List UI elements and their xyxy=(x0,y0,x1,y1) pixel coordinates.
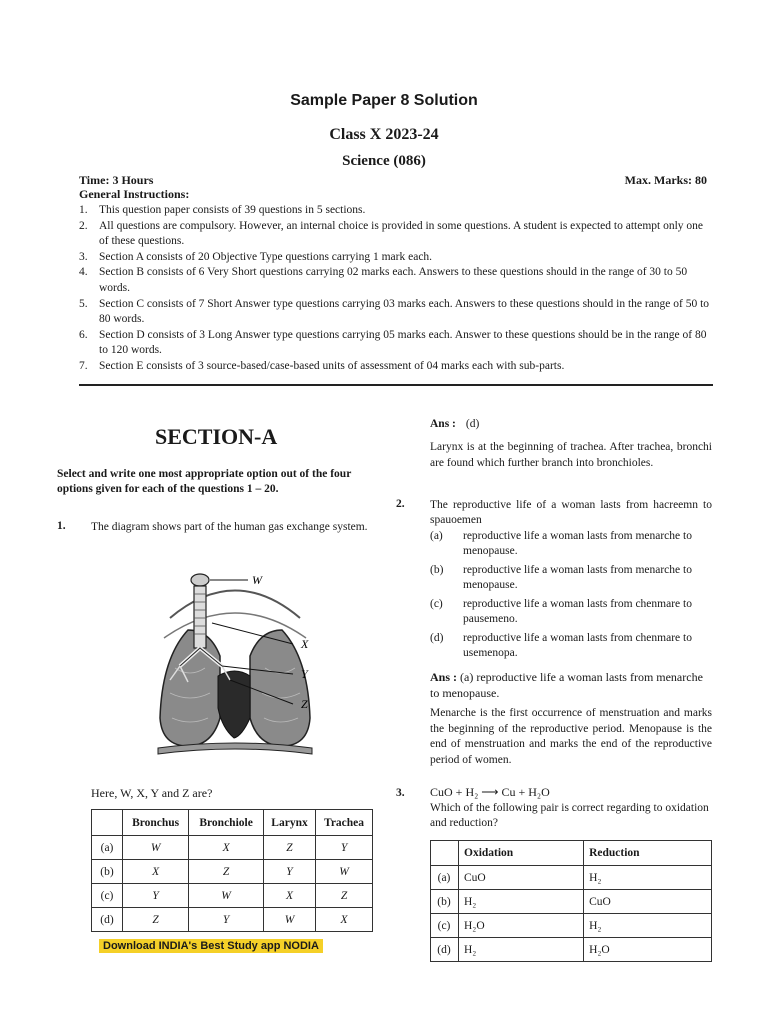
answer-2-explanation: Menarche is the first occurrence of menstruation and marks the beginning of the reproductive period. Menopause is the end of menstruation and marks the end of the reproductive period of women. xyxy=(430,707,712,766)
paper-title: Sample Paper 8 Solution xyxy=(290,92,478,109)
option-label: (a) xyxy=(431,866,459,890)
table-cell: Y xyxy=(316,836,373,860)
question-2-option-a xyxy=(430,529,712,559)
table-cell: X xyxy=(316,908,373,932)
instruction-number: 5. xyxy=(79,297,88,310)
table-cell: W xyxy=(123,836,189,860)
instruction-text: Section A consists of 20 Objective Type questions carrying 1 mark each. xyxy=(99,250,433,263)
table-cell: Y xyxy=(189,908,264,932)
table-row xyxy=(92,836,373,860)
instruction-number: 3. xyxy=(79,250,88,263)
table-header-cell: Trachea xyxy=(316,810,373,836)
label-x: X xyxy=(301,637,309,651)
table-cell: CuO xyxy=(459,866,584,890)
option-label: (a) xyxy=(92,836,123,860)
table-header-cell xyxy=(92,810,123,836)
instruction-item xyxy=(79,219,713,250)
option-label: (d) xyxy=(92,908,123,932)
table-cell: W xyxy=(316,860,373,884)
option-label: (c) xyxy=(430,598,443,610)
instruction-text: Section C consists of 7 Short Answer type questions carrying 03 marks each. Answers to these questions should in the range of 50 to 80 words. xyxy=(99,297,710,326)
left-lung xyxy=(160,630,220,746)
instruction-number: 1. xyxy=(79,204,88,216)
answer-value: (d) xyxy=(465,418,480,430)
table-header-cell: Larynx xyxy=(263,810,315,836)
question-3-equation: CuO + H₂ ⟶ Cu + H₂O xyxy=(430,785,550,799)
table-header-cell: Reduction xyxy=(584,841,712,866)
instruction-text: Section E consists of 3 source-based/case-based units of assessment of 04 marks each with sub-parts. xyxy=(99,359,565,372)
instruction-number: 7. xyxy=(79,359,88,372)
table-cell: H₂ xyxy=(459,890,584,914)
general-instructions-heading: General Instructions: xyxy=(79,187,190,201)
question-3-number: 3. xyxy=(396,787,405,799)
table-cell: Y xyxy=(123,884,189,908)
instruction-number: 2. xyxy=(79,219,88,232)
instructions-list xyxy=(79,203,713,375)
instruction-item xyxy=(79,328,713,359)
question-2-number: 2. xyxy=(396,498,405,510)
question-1-text: The diagram shows part of the human gas exchange system. xyxy=(91,521,368,533)
table-cell: X xyxy=(189,836,264,860)
class-line: Class X 2023-24 xyxy=(329,126,439,143)
table-cell: H₂ xyxy=(584,914,712,938)
answer-1 xyxy=(430,418,479,430)
table-cell: W xyxy=(189,884,264,908)
trachea xyxy=(194,586,206,648)
instruction-item xyxy=(79,297,713,328)
instruction-item xyxy=(79,265,713,296)
option-text: reproductive life a woman lasts from menarche to menopause. xyxy=(463,530,692,557)
instruction-text: All questions are compulsory. However, an internal choice is provided in some questions. A student is expected to attempt only one of these questions. xyxy=(99,219,704,248)
option-label: (d) xyxy=(431,938,459,962)
question-1-prompt: Here, W, X, Y and Z are? xyxy=(91,786,213,800)
label-z: Z xyxy=(301,697,308,711)
section-a-instruction: Select and write one most appropriate option out of the four options given for each of the questions 1 – 20. xyxy=(57,468,352,495)
table-cell: CuO xyxy=(584,890,712,914)
question-3-table xyxy=(430,840,712,962)
instruction-item xyxy=(79,250,713,266)
question-2-option-d xyxy=(430,631,712,661)
answer-label: Ans : xyxy=(430,418,456,430)
instruction-text: Section D consists of 3 Long Answer type questions carrying 05 marks each. Answer to these questions should be in the range of 80 to 120 words. xyxy=(99,328,707,357)
table-header-cell: Oxidation xyxy=(459,841,584,866)
table-cell: Y xyxy=(263,860,315,884)
question-1-table xyxy=(91,809,373,932)
option-label: (b) xyxy=(430,564,444,576)
table-row xyxy=(431,866,712,890)
option-label: (c) xyxy=(92,884,123,908)
option-label: (a) xyxy=(430,530,443,542)
option-text: reproductive life a woman lasts from menarche to menopause. xyxy=(463,564,692,591)
table-cell: H₂O xyxy=(459,914,584,938)
option-label: (d) xyxy=(430,632,444,644)
instruction-item xyxy=(79,359,713,375)
time-allowed: Time: 3 Hours xyxy=(79,173,154,187)
table-row xyxy=(92,908,373,932)
table-cell: Z xyxy=(189,860,264,884)
table-header-cell xyxy=(431,841,459,866)
table-row xyxy=(431,890,712,914)
answer-label: Ans : xyxy=(430,670,458,684)
label-y: Y xyxy=(301,667,308,681)
instruction-text: Section B consists of 6 Very Short questions carrying 02 marks each. Answers to these questions should in the range of 30 to 50 words. xyxy=(99,266,688,294)
option-text: reproductive life a woman lasts from chenmare to usemenopa. xyxy=(463,632,692,659)
table-cell: Z xyxy=(316,884,373,908)
table-header-row xyxy=(92,810,373,836)
download-app-banner[interactable]: Download INDIA's Best Study app NODIA xyxy=(99,939,323,953)
instruction-number: 6. xyxy=(79,328,88,341)
instruction-item xyxy=(79,203,713,219)
table-cell: H₂ xyxy=(584,866,712,890)
table-cell: X xyxy=(263,884,315,908)
gas-exchange-diagram xyxy=(150,568,320,763)
question-2-option-c xyxy=(430,597,712,627)
option-label: (b) xyxy=(92,860,123,884)
instruction-text: This question paper consists of 39 questions in 5 sections. xyxy=(99,204,366,216)
subject-line: Science (086) xyxy=(342,153,426,169)
instruction-number: 4. xyxy=(79,266,88,279)
table-cell: Z xyxy=(263,836,315,860)
table-row xyxy=(92,884,373,908)
question-2-text: The reproductive life of a woman lasts from hacreemn to spauoemen xyxy=(430,499,712,526)
label-w: W xyxy=(252,573,262,587)
max-marks: Max. Marks: 80 xyxy=(624,173,707,187)
larynx xyxy=(191,574,209,586)
table-row xyxy=(431,938,712,962)
table-cell: H₂O xyxy=(584,938,712,962)
question-2-option-b xyxy=(430,563,712,593)
option-label: (c) xyxy=(431,914,459,938)
option-text: reproductive life a woman lasts from chenmare to pausemeno. xyxy=(463,598,692,625)
answer-2 xyxy=(430,669,712,701)
rib-arc xyxy=(170,591,300,619)
question-1-number: 1. xyxy=(57,520,66,532)
section-a-title: SECTION-A xyxy=(155,424,278,449)
section-divider xyxy=(79,384,713,386)
answer-value: (a) reproductive life a woman lasts from menarche to menopause. xyxy=(430,670,703,700)
table-cell: X xyxy=(123,860,189,884)
table-header-row xyxy=(431,841,712,866)
option-label: (b) xyxy=(431,890,459,914)
table-cell: H₂ xyxy=(459,938,584,962)
table-row xyxy=(431,914,712,938)
question-3-text: Which of the following pair is correct regarding to oxidation and reduction? xyxy=(430,802,709,829)
table-header-cell: Bronchiole xyxy=(189,810,264,836)
table-cell: W xyxy=(263,908,315,932)
table-header-cell: Bronchus xyxy=(123,810,189,836)
answer-1-explanation: Larynx is at the beginning of trachea. After trachea, bronchi are found which further branch into bronchioles. xyxy=(430,441,712,469)
table-row xyxy=(92,860,373,884)
table-cell: Z xyxy=(123,908,189,932)
